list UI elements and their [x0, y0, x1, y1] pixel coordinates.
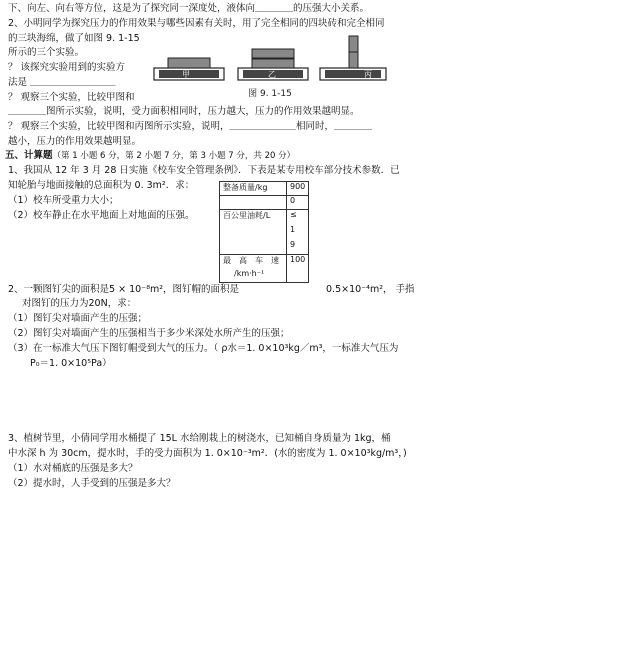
text-line: （1）图钉尖对墙面产生的压强；	[8, 313, 148, 324]
text-line: （3）在一标准大气压下图钉帽受到大气的压力。（ ρ水＝1. 0×10³kg／m³，一标准大气压为	[8, 343, 399, 354]
text-line: （1）水对桶底的压强是多大？	[8, 463, 138, 474]
table-cell	[220, 196, 287, 210]
text-line: 知轮胎与地面接触的总面积为 0. 3m²．求：	[8, 180, 195, 191]
section-score-note: （第 1 小题 6 分，第 2 小题 7 分，第 3 小题 7 分，共 20 分）	[52, 151, 296, 161]
figure-panel-yi	[238, 49, 308, 80]
text-line: ？ 观察三个实验，比较甲图和	[8, 92, 135, 103]
text-line: 的三块海绵，做了如图 9. 1-15	[8, 33, 140, 44]
table-cell: 整备质量/kg	[220, 182, 287, 196]
table-cell: 1	[287, 225, 309, 240]
text-line: ＿＿＿＿图所示实验，说明，受力面积相同时，压力越大，压力的作用效果越明显。	[8, 106, 360, 117]
text-line: （2）图钉尖对墙面产生的压强相当于多少米深处水所产生的压强；	[8, 328, 290, 339]
table-cell: /km·h⁻¹	[220, 269, 287, 283]
text-line: 下、向左、向右等方位，这是为了探究同一深度处，液体向＿＿＿＿的压强大小关系。	[8, 3, 370, 14]
text-line: （2）提水时，人手受到的压强是多大？	[8, 478, 176, 489]
figure-caption: 图 9. 1-15	[248, 89, 292, 99]
text-line: 越小，压力的作用效果越明显。	[8, 136, 142, 147]
question-2-text: 2、一颗图钉尖的面积是5 × 10⁻⁸m²，图钉帽的面积是	[8, 284, 240, 295]
text-line: （1）校车所受重力大小；	[8, 195, 119, 206]
text-line: 中水深 h 为 30cm，提水时，手的受力面积为 1. 0×10⁻³m²．(水的密度为 1. 0×10³kg/m³，)	[8, 448, 407, 459]
table-cell: 0	[287, 196, 309, 210]
table-cell: ≤	[287, 210, 309, 225]
table-cell	[287, 269, 309, 283]
figure-label-bing: 丙	[364, 70, 372, 79]
figure-panel-jia	[154, 58, 224, 80]
question-2-text: 2、小明同学为探究压力的作用效果与哪些因素有关时，用了完全相同的四块砖和完全相同	[8, 18, 385, 29]
text-line: 0.5×10⁻⁴m²， 手指	[326, 284, 415, 295]
figure-label-yi: 乙	[268, 70, 276, 79]
text-line: ？ 该探究实验用到的实验方	[8, 62, 126, 73]
text-line: ？ 观察三个实验，比较甲图和丙图所示实验，说明，＿＿＿＿＿＿＿相同时，＿＿＿＿	[8, 121, 373, 132]
text-line: 所示的三个实验。	[8, 47, 85, 58]
text-line: （2）校车静止在水平地面上对地面的压强。	[8, 210, 195, 221]
text-line: 法是 ＿＿＿＿＿＿＿＿＿	[8, 77, 116, 88]
question-1-text: 1、我国从 12 年 3 月 28 日实施《校车安全管理条例》．下表是某专用校车部分技术参数．已	[8, 165, 400, 176]
text-line: 对图钉的压力为20N，求：	[22, 298, 137, 309]
table-cell: 900	[287, 182, 309, 196]
figure-label-jia: 甲	[182, 70, 190, 79]
section-title-text: 五、计算题	[5, 150, 53, 161]
experiment-figure	[150, 30, 390, 102]
figure-panel-bing	[320, 36, 386, 80]
table-cell	[220, 240, 287, 255]
table-cell: 100	[287, 255, 309, 269]
table-cell: 9	[287, 240, 309, 255]
section-title	[5, 150, 295, 162]
table-cell: 最 高 车 速	[220, 255, 287, 269]
text-line: P₀＝1. 0×10⁵Pa）	[30, 358, 112, 369]
table-cell: 百公里油耗/L	[220, 210, 287, 225]
question-3-text: 3、植树节里，小倩同学用水桶提了 15L 水给刚栽上的树浇水，已知桶自身质量为 1kg，桶	[8, 433, 391, 444]
bus-spec-table	[219, 181, 309, 283]
table-cell	[220, 225, 287, 240]
